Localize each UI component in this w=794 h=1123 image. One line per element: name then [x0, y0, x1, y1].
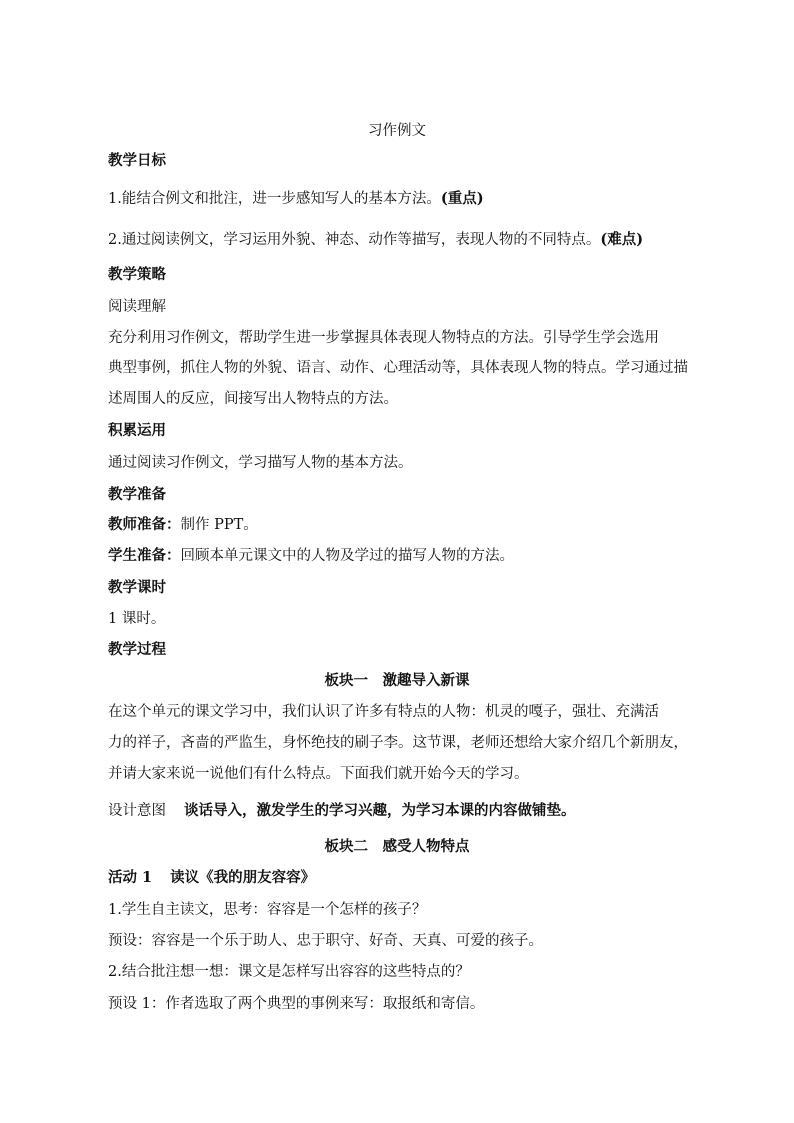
- student-prep-label: 学生准备：: [108, 547, 181, 564]
- block1-paragraph-line-2: 力的祥子，吝啬的严监生，身怀绝技的刷子李。这节课，老师还想给大家介绍几个新朋友，: [108, 735, 688, 751]
- heading-teaching-prep: 教学准备: [108, 486, 166, 503]
- block2-title: 板块二 感受人物特点: [324, 838, 470, 855]
- heading-teaching-strategy: 教学策略: [108, 266, 166, 283]
- block2-line-2: 预设：容容是一个乐于助人、忠于职守、好奇、天真、可爱的孩子。: [108, 933, 543, 949]
- goal-item-1: [108, 189, 484, 209]
- teaching-hours-text: 1 课时。: [108, 611, 166, 627]
- block2-line-1: 1.学生自主读文，思考：容容是一个怎样的孩子？: [108, 902, 427, 918]
- teacher-prep-text: 制作 PPT。: [180, 517, 258, 533]
- activity-1-text: 读议《我的朋友容容》: [170, 869, 316, 886]
- subheading-accumulation: 积累运用: [108, 422, 166, 439]
- accumulation-text: 通过阅读习作例文，学习描写人物的基本方法。: [108, 455, 413, 471]
- design-intent-text: 谈话导入，激发学生的学习兴趣，为学习本课的内容做铺垫。: [184, 802, 576, 819]
- design-intent: [108, 801, 576, 821]
- page-title: 习作例文: [368, 123, 426, 139]
- heading-teaching-hours: 教学课时: [108, 579, 166, 596]
- student-prep: [108, 546, 514, 566]
- block2-line-4: 预设 1：作者选取了两个典型的事例来写：取报纸和寄信。: [108, 996, 485, 1012]
- subheading-reading: 阅读理解: [108, 299, 166, 315]
- teacher-prep: [108, 515, 258, 535]
- block2-line-3: 2.结合批注想一想：课文是怎样写出容容的这些特点的？: [108, 964, 470, 980]
- heading-teaching-goals: 教学日标: [108, 152, 166, 169]
- block1-paragraph-line-1: 在这个单元的课文学习中，我们认识了许多有特点的人物：机灵的嘎子，强壮、充满活: [108, 704, 659, 720]
- design-intent-label: 设计意图: [108, 803, 166, 819]
- heading-teaching-process: 教学过程: [108, 641, 166, 658]
- block1-title: 板块一 激趣导入新课: [324, 672, 470, 689]
- goal-item-2-tag: (难点): [600, 231, 644, 248]
- activity-1: [108, 868, 315, 888]
- reading-paragraph-line-2: 典型事例，抓住人物的外貌、语言、动作、心理活动等，具体表现人物的特点。学习通过描: [108, 360, 688, 376]
- block1-paragraph-line-3: 并请大家来说一说他们有什么特点。下面我们就开始今天的学习。: [108, 766, 529, 782]
- reading-paragraph-line-3: 述周围人的反应，间接写出人物特点的方法。: [108, 391, 398, 407]
- teacher-prep-label: 教师准备：: [108, 516, 181, 533]
- goal-item-2: [108, 230, 643, 250]
- reading-paragraph-line-1: 充分利用习作例文，帮助学生进一步掌握具体表现人物特点的方法。引导学生学会选用: [108, 330, 659, 346]
- activity-1-label: 活动 1: [108, 869, 153, 886]
- goal-item-2-text: 2.通过阅读例文，学习运用外貌、神态、动作等描写，表现人物的不同特点。: [108, 232, 601, 248]
- goal-item-1-tag: (重点): [440, 190, 484, 207]
- goal-item-1-text: 1.能结合例文和批注，进一步感知写人的基本方法。: [108, 191, 441, 207]
- student-prep-text: 回顾本单元课文中的人物及学过的描写人物的方法。: [180, 548, 514, 564]
